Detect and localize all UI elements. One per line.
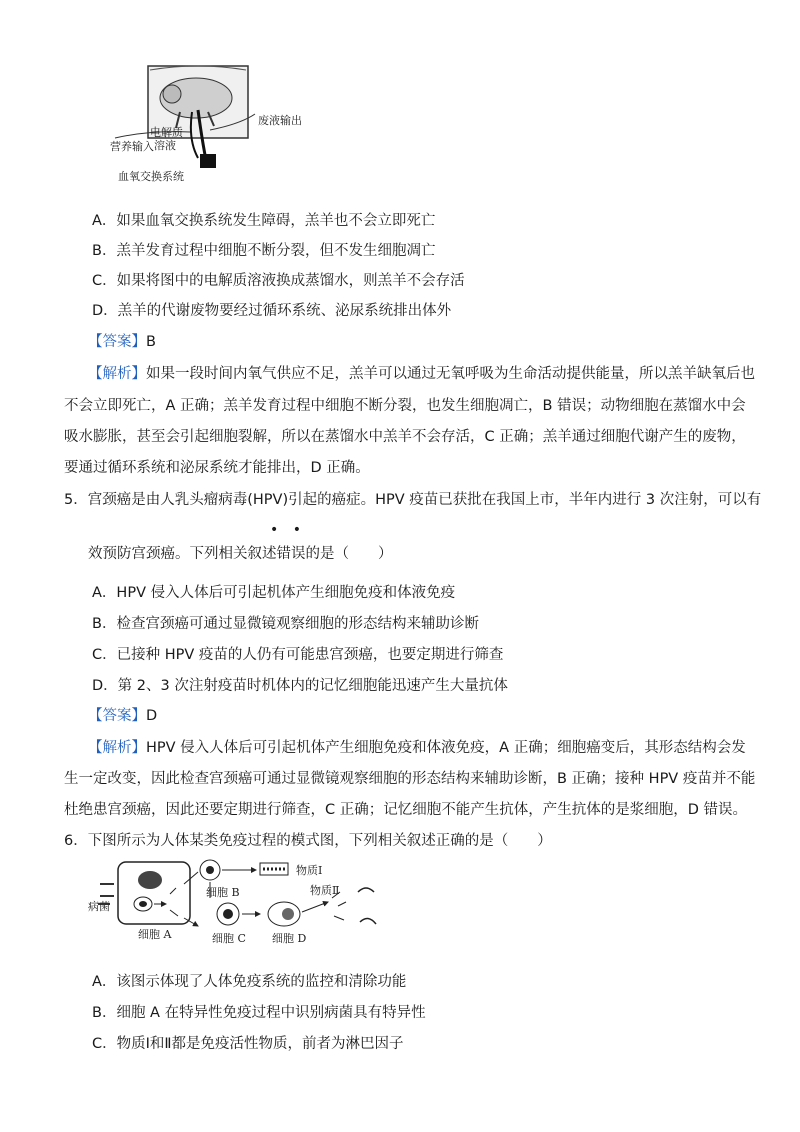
answer-tag: 【答案】 (88, 334, 146, 350)
electrolyte-label: 电解质 (150, 126, 183, 139)
q5-option-b: B．检查宫颈癌可通过显微镜观察细胞的形态结构来辅助诊断 (92, 616, 479, 632)
emphasis-dots: • • (270, 522, 306, 538)
cell-c-label: 细胞 C (212, 932, 246, 945)
cell-d-label: 细胞 D (272, 932, 307, 945)
q6-option-a: A．该图示体现了人体免疫系统的监控和清除功能 (92, 974, 407, 990)
substance-1-label: 物质Ⅰ (296, 864, 323, 877)
q4-option-c: C．如果将图中的电解质溶液换成蒸馏水，则羔羊不会存活 (92, 273, 465, 289)
q6-option-b: B．细胞 A 在特异性免疫过程中识别病菌具有特异性 (92, 1005, 426, 1021)
blood-oxygen-exchange-label: 血氧交换系统 (118, 170, 184, 183)
q4-answer (88, 332, 156, 352)
q5-stem-line-1: 5．宫颈癌是由人乳头瘤病毒(HPV)引起的癌症。HPV 疫苗已获批在我国上市，半年内进行 3 次注射，可以有 (64, 492, 762, 508)
answer-tag: 【答案】 (88, 708, 146, 724)
electrolyte-label-2: 溶液 (154, 139, 176, 152)
cell-a-label: 细胞 A (138, 928, 172, 941)
cell-b-label: 细胞 B (206, 886, 240, 899)
q6-option-c: C．物质Ⅰ和Ⅱ都是免疫活性物质，前者为淋巴因子 (92, 1036, 404, 1052)
q5-stem-line-2: 效预防宫颈癌。下列相关叙述错误的是（ ） (88, 546, 393, 562)
q5-analysis-line-3: 杜绝患宫颈癌，因此还要定期进行筛查，C 正确；记忆细胞不能产生抗体，产生抗体的是浆细胞，D 错误。 (64, 802, 748, 818)
analysis-tag: 【解析】 (88, 740, 146, 756)
q5-answer (88, 706, 157, 726)
q4-analysis-line-2: 不会立即死亡，A 正确；羔羊发育过程中细胞不断分裂，也发生细胞凋亡，B 错误；动物细胞在蒸馏水中会 (64, 398, 746, 414)
analysis-text: 如果一段时间内氧气供应不足，羔羊可以通过无氧呼吸为生命活动提供能量，所以羔羊缺氧后也 (146, 366, 755, 382)
q4-option-d: D．羔羊的代谢废物要经过循环系统、泌尿系统排出体外 (92, 303, 452, 319)
q5-analysis-line-1 (88, 738, 746, 758)
answer-value: D (146, 708, 158, 724)
q4-analysis-line-3: 吸水膨胀，甚至会引起细胞裂解，所以在蒸馏水中羔羊不会存活，C 正确；羔羊通过细胞代谢产生的废物， (64, 429, 746, 445)
substance-2-label: 物质Ⅱ (310, 884, 340, 897)
q5-analysis-line-2: 生一定改变，因此检查宫颈癌可通过显微镜观察细胞的形态结构来辅助诊断，B 正确；接种 HPV 疫苗并不能 (64, 771, 756, 787)
q4-analysis-line-1 (88, 364, 755, 384)
q6-stem: 6．下图所示为人体某类免疫过程的模式图，下列相关叙述正确的是（ ） (64, 833, 552, 849)
answer-value: B (146, 334, 156, 350)
q4-option-a: A．如果血氧交换系统发生障碍，羔羊也不会立即死亡 (92, 213, 436, 229)
analysis-text: HPV 侵入人体后可引起机体产生细胞免疫和体液免疫，A 正确；细胞癌变后，其形态结构会发 (146, 740, 746, 756)
waste-output-label: 废液输出 (258, 114, 302, 127)
artificial-womb-figure (110, 60, 310, 190)
q5-option-c: C．已接种 HPV 疫苗的人仍有可能患宫颈癌，也要定期进行筛查 (92, 647, 504, 663)
analysis-tag: 【解析】 (88, 366, 146, 382)
immune-process-figure (88, 858, 388, 948)
nutrient-input-label: 营养输入 (110, 140, 154, 153)
pathogen-label: 病菌 (88, 900, 110, 913)
q4-option-b: B．羔羊发育过程中细胞不断分裂，但不发生细胞凋亡 (92, 243, 436, 259)
q5-option-d: D．第 2、3 次注射疫苗时机体内的记忆细胞能迅速产生大量抗体 (92, 678, 508, 694)
q5-option-a: A．HPV 侵入人体后可引起机体产生细胞免疫和体液免疫 (92, 585, 456, 601)
q4-analysis-line-4: 要通过循环系统和泌尿系统才能排出，D 正确。 (64, 460, 370, 476)
